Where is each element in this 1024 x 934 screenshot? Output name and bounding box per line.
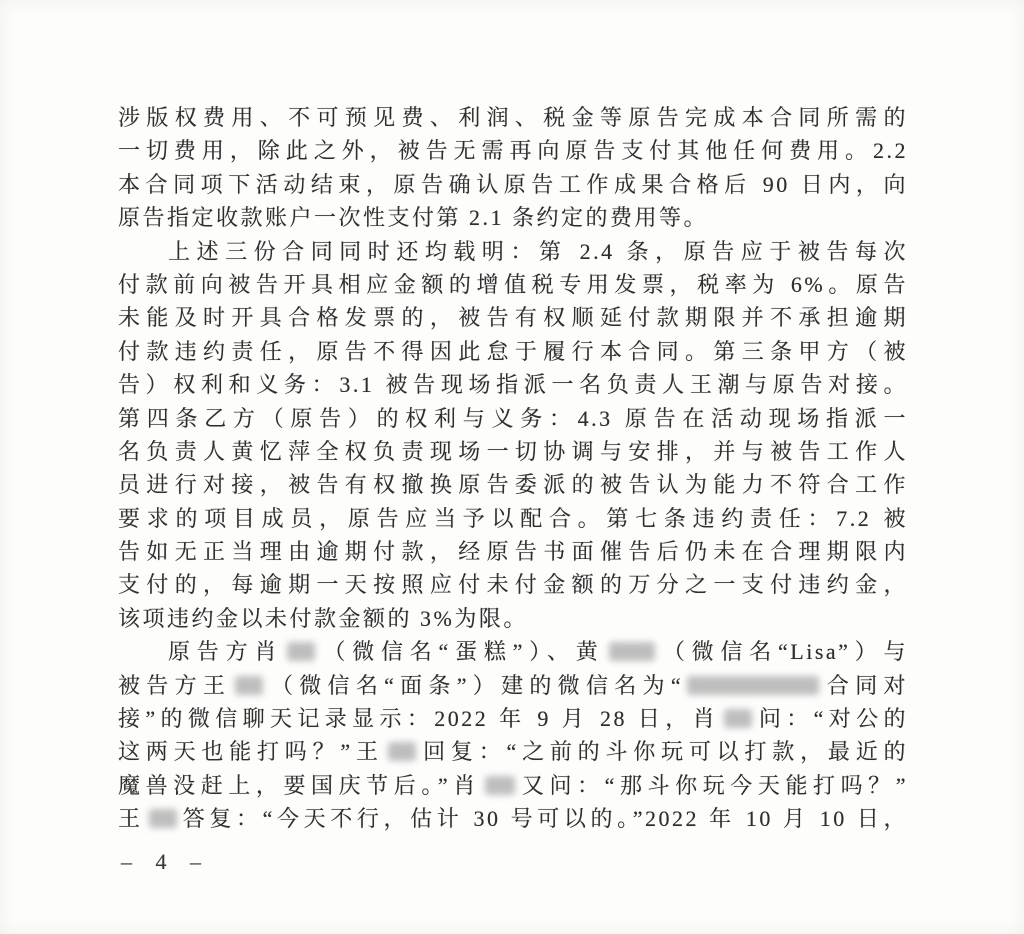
text-line (118, 268, 908, 301)
text-run: 要求的项目成员，原告应当予以配合。第七条违约责任：7.2 被 (118, 505, 908, 531)
redaction-blur (724, 709, 752, 728)
redaction-blur (388, 742, 416, 761)
redaction-blur (287, 642, 315, 661)
text-run: 员进行对接，被告有权撤换原告委派的被告认为能力不符合工作 (118, 472, 908, 498)
text-line (118, 201, 908, 234)
text-run: 原告指定收款账户一次性支付第 2.1 条约定的费用等。 (118, 205, 709, 231)
text-line (118, 802, 908, 835)
text-line (118, 535, 908, 568)
text-line (118, 702, 908, 735)
text-run: 本合同项下活动结束，原告确认原告工作成果合格后 90 日内，向 (118, 171, 908, 197)
text-run: 告）权利和义务：3.1 被告现场指派一名负责人王潮与原告对接。 (118, 372, 908, 398)
text-run: 又问：“那斗你玩今天能打吗？” (518, 772, 909, 798)
text-line (118, 168, 908, 201)
text-line (118, 635, 908, 668)
text-run: （微信名“Lisa”）与 (658, 639, 908, 665)
text-run: 该项违约金以未付款金额的 3%为限。 (118, 605, 528, 631)
redaction-blur (235, 676, 263, 695)
text-run: 这两天也能打吗？”王 (118, 739, 384, 765)
text-run: 付款前向被告开具相应金额的增值税专用发票，税率为 6%。原告 (118, 271, 908, 297)
text-run: 回复：“之前的斗你玩可以打款，最近的 (419, 739, 908, 765)
text-run: 付款违约责任，原告不得因此怠于履行本合同。第三条甲方（被 (118, 338, 908, 364)
text-run: 告如无正当理由逾期付款，经原告书面催告后仍未在合理期限内 (118, 539, 908, 565)
text-run: 原告方肖 (168, 639, 284, 665)
text-line (118, 134, 908, 167)
text-run: 一切费用，除此之外，被告无需再向原告支付其他任何费用。2.2 (118, 138, 908, 164)
text-line (118, 301, 908, 334)
text-line (118, 769, 908, 802)
redaction-blur (687, 676, 819, 695)
text-line (118, 735, 908, 768)
text-line (118, 568, 908, 601)
text-run: 合同对 (823, 672, 908, 698)
document-body (118, 101, 908, 836)
text-run: 王 (118, 806, 145, 832)
text-run: 魔兽没赶上，要国庆节后。”肖 (118, 772, 481, 798)
text-line (118, 235, 908, 268)
text-line (118, 468, 908, 501)
redaction-blur (609, 642, 655, 661)
text-line (118, 335, 908, 368)
text-line (118, 435, 908, 468)
page-number: – 4 – (121, 849, 210, 874)
text-run: （微信名“面条”）建的微信名为“ (267, 672, 684, 698)
text-line (118, 101, 908, 134)
text-run: 未能及时开具合格发票的，被告有权顺延付款期限并不承担逾期 (118, 305, 908, 331)
text-run: 名负责人黄忆萍全权负责现场一切协调与安排，并与被告工作人 (118, 438, 908, 464)
text-run: 支付的，每逾期一天按照应付未付金额的万分之一支付违约金， (118, 572, 908, 598)
text-line (118, 402, 908, 435)
text-line (118, 502, 908, 535)
text-run: 问：“对公的 (755, 706, 908, 732)
redaction-blur (149, 809, 177, 828)
text-run: （微信名“蛋糕”）、黄 (319, 639, 605, 665)
text-line (118, 602, 908, 635)
text-line (118, 669, 908, 702)
text-run: 答复：“今天不行，估计 30 号可以的。”2022 年 10 月 10 日， (180, 806, 908, 832)
text-run: 接”的微信聊天记录显示：2022 年 9 月 28 日，肖 (118, 706, 720, 732)
text-line (118, 368, 908, 401)
text-run: 第四条乙方（原告）的权利与义务：4.3 原告在活动现场指派一 (118, 405, 908, 431)
text-run: 被告方王 (118, 672, 232, 698)
redaction-blur (485, 776, 515, 795)
text-run: 上述三份合同同时还均载明：第 2.4 条，原告应于被告每次 (168, 238, 908, 264)
text-run: 涉版权费用、不可预见费、利润、税金等原告完成本合同所需的 (118, 105, 908, 130)
